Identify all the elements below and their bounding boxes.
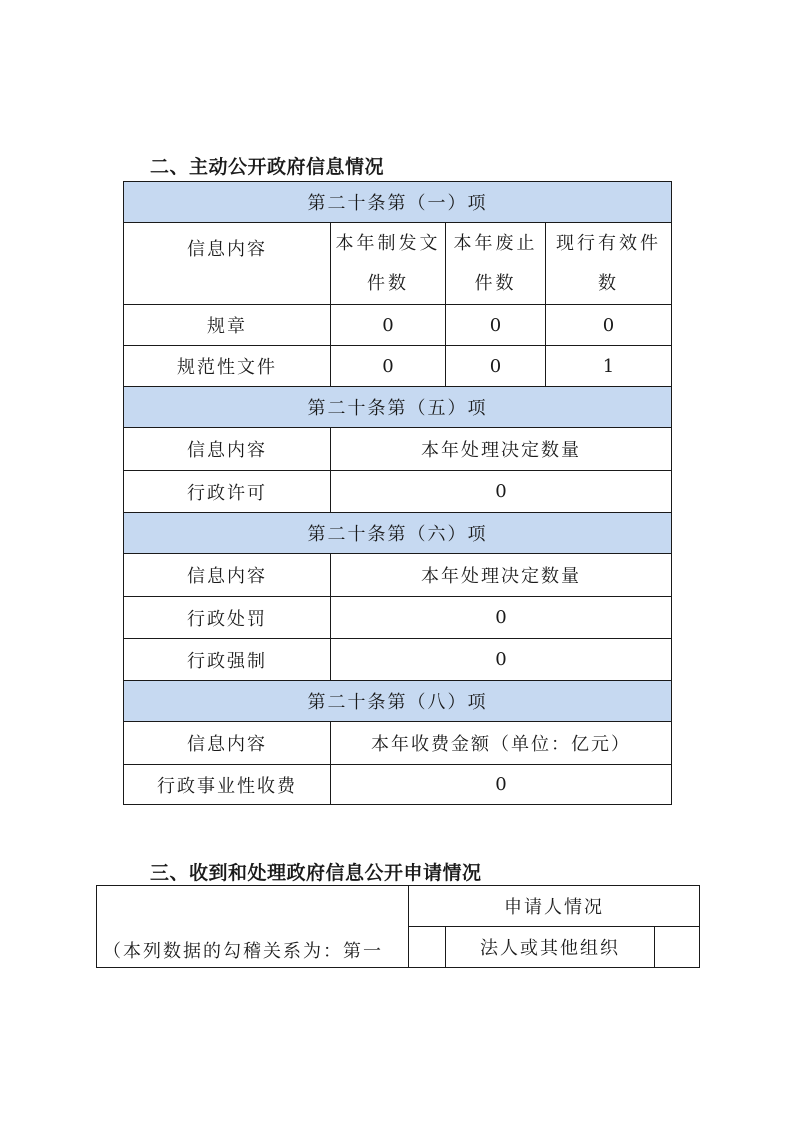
administrative-fees-value: 0 [331,765,672,805]
item-5-title: 第二十条第（五）项 [124,387,672,428]
item-1-title: 第二十条第（一）项 [124,182,672,223]
regulations-abolished: 0 [446,305,546,346]
item-8-header-content: 信息内容 [124,722,331,765]
section-3-heading: 三、收到和处理政府信息公开申请情况 [150,862,482,884]
legal-person-header: 法人或其他组织 [446,927,655,968]
other-cell [655,927,700,968]
header-issued-count: 本年制发文件数 [331,223,446,305]
proactive-disclosure-table [123,181,672,805]
row-label-administrative-license: 行政许可 [124,471,331,513]
administrative-penalty-value: 0 [331,597,672,639]
administrative-enforcement-value: 0 [331,639,672,681]
header-info-content: 信息内容 [124,223,331,305]
row-label-normative-documents: 规范性文件 [124,346,331,387]
regulations-valid: 0 [546,305,672,346]
row-label-regulations: 规章 [124,305,331,346]
header-abolished-count: 本年废止件数 [446,223,546,305]
administrative-license-value: 0 [331,471,672,513]
regulations-issued: 0 [331,305,446,346]
normative-abolished: 0 [446,346,546,387]
natural-person-cell [409,927,446,968]
normative-issued: 0 [331,346,446,387]
row-label-administrative-fees: 行政事业性收费 [124,765,331,805]
section-2-heading: 二、主动公开政府信息情况 [150,156,385,178]
item-5-header-decisions: 本年处理决定数量 [331,428,672,471]
item-8-title: 第二十条第（八）项 [124,681,672,722]
row-label-administrative-enforcement: 行政强制 [124,639,331,681]
item-6-title: 第二十条第（六）项 [124,513,672,554]
row-label-administrative-penalty: 行政处罚 [124,597,331,639]
relationship-note: （本列数据的勾稽关系为：第一 [97,886,409,968]
item-8-header-fees: 本年收费金额（单位：亿元） [331,722,672,765]
normative-valid: 1 [546,346,672,387]
item-6-header-decisions: 本年处理决定数量 [331,554,672,597]
item-5-header-content: 信息内容 [124,428,331,471]
header-valid-count: 现行有效件数 [546,223,672,305]
applicant-header: 申请人情况 [409,886,700,927]
item-6-header-content: 信息内容 [124,554,331,597]
disclosure-requests-table [96,885,700,968]
